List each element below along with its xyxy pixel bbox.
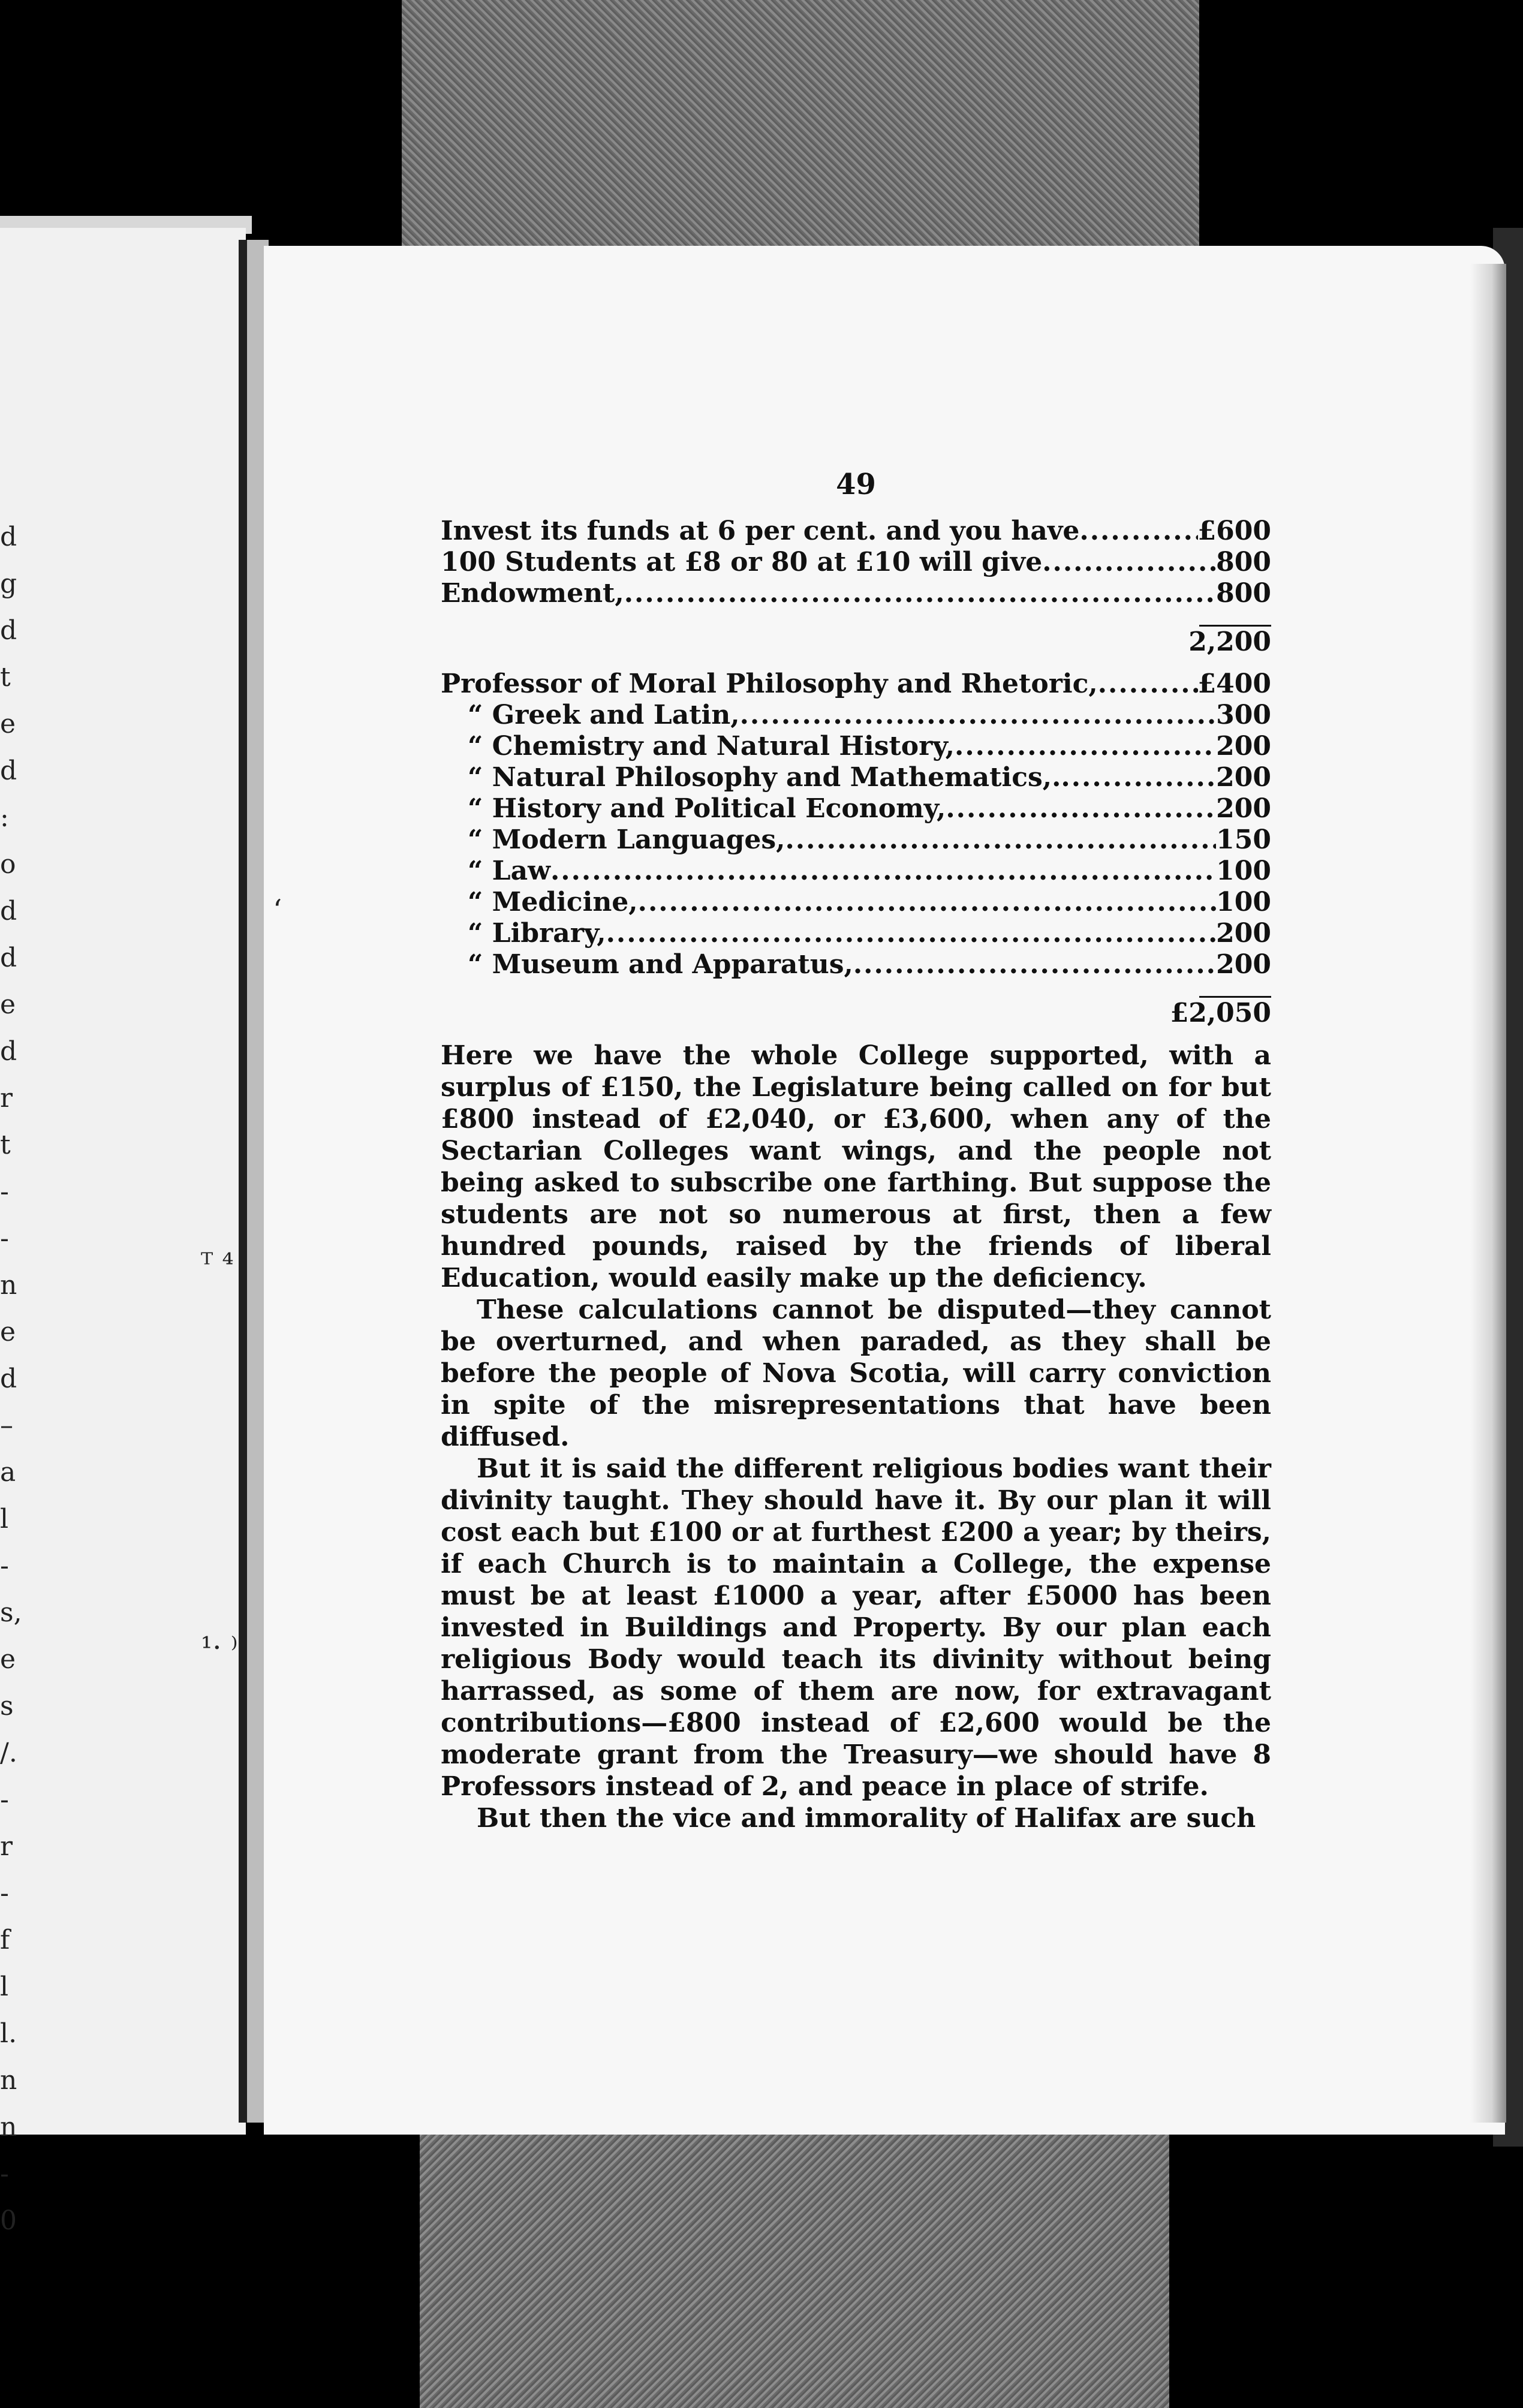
left-page-fragment: - <box>0 1878 9 1909</box>
expense-table <box>441 669 1271 980</box>
leader-dots <box>853 949 1216 980</box>
left-page-fragment: e <box>0 1317 16 1347</box>
paragraph: These calculations cannot be disputed—they cannot be overturned, and when paraded, as they shall be before the people of Nova Scotia, will carry conviction in spite of the misrepresentations that have been diffused. <box>441 1295 1271 1452</box>
left-page-fragment: n <box>0 1270 17 1301</box>
row-label: “ Museum and Apparatus, <box>468 949 853 980</box>
stitch-mark: ʻ <box>273 893 282 927</box>
page-text <box>441 468 1271 1834</box>
row-label: “ Natural Philosophy and Mathematics,. <box>468 762 1061 793</box>
left-page-fragment: a <box>0 1457 16 1488</box>
row-amount: 150 <box>1216 824 1271 855</box>
row-amount: 200 <box>1216 762 1271 793</box>
left-page-fragment: l <box>0 1504 9 1534</box>
table-row <box>441 547 1271 578</box>
left-page-fragment: d <box>0 522 17 552</box>
row-amount: £600 <box>1197 516 1271 546</box>
table-row <box>441 762 1271 793</box>
table-row <box>441 700 1271 731</box>
left-page-fragment: d <box>0 615 17 646</box>
leader-dots <box>946 793 1216 824</box>
row-label: “ Law <box>468 856 550 886</box>
left-page-fragment: : <box>0 802 9 833</box>
row-amount: 200 <box>1216 793 1271 824</box>
row-label: Invest its funds at 6 per cent. and you have <box>441 516 1080 546</box>
row-amount: 100 <box>1216 856 1271 886</box>
table-row <box>441 669 1271 700</box>
row-label: 100 Students at £8 or 80 at £10 will give <box>441 547 1043 577</box>
row-label: Endowment, <box>441 578 624 609</box>
row-label: “ History and Political Economy, <box>468 793 946 824</box>
row-label: “ Chemistry and Natural History, <box>468 731 955 761</box>
row-amount: 800 <box>1216 547 1271 577</box>
left-page-fragment: - <box>0 1176 9 1207</box>
left-page-fragment: d <box>0 1363 17 1394</box>
expense-total: £2,050 <box>1170 998 1271 1028</box>
table-row <box>441 516 1271 547</box>
table-row <box>441 793 1271 824</box>
left-page-fragment: d <box>0 896 17 926</box>
leader-dots <box>638 887 1217 918</box>
row-amount: 200 <box>1216 949 1271 980</box>
row-label: “ Medicine, <box>468 887 638 917</box>
left-page-fragment: d <box>0 755 17 786</box>
table-row <box>441 949 1271 980</box>
left-page-fragment: 0 <box>0 2205 17 2236</box>
leader-dots <box>740 700 1217 731</box>
income-table <box>441 516 1271 609</box>
left-page-fragment: - <box>0 1551 9 1581</box>
row-amount: 100 <box>1216 887 1271 917</box>
left-page-fragment: - <box>0 2159 9 2189</box>
left-page-fragment: n <box>0 2065 17 2096</box>
paragraph: But then the vice and immorality of Halifax are such <box>477 1803 1256 1834</box>
stitch-mark: ¹· ⁾ <box>201 1631 238 1664</box>
left-page-fragment: l. <box>0 2018 17 2049</box>
left-page-fragment: s <box>0 1691 14 1721</box>
paragraph: But it is said the different religious bodies want their divinity taught. They should have it. By our plan it will cost each but £100 or at furthest £200 a year; by theirs, if each Church is to maintain a College, the expense must be at least £1000 a year, after £5000 has been invested in Buildings and Property. By our plan each religious Body would teach its divinity without being harrassed, as some of them are now, for extravagant contributions—£800 instead of £2,600 would be the moderate grant from the Treasury—we should have 8 Professors instead of 2, and peace in place of strife. <box>441 1453 1271 1802</box>
left-page-fragment: d <box>0 943 17 973</box>
row-label: “ Modern Languages, <box>468 824 785 855</box>
table-row <box>441 731 1271 762</box>
leader-dots <box>606 918 1217 949</box>
row-amount: 200 <box>1216 918 1271 949</box>
leader-dots <box>1061 762 1216 793</box>
left-page-fragment: s, <box>0 1597 22 1628</box>
stitch-mark: ᵀ ⁴ <box>201 1247 234 1281</box>
left-page-fragment: o <box>0 849 16 880</box>
leader-dots <box>550 856 1216 887</box>
left-page-fragment: - <box>0 1784 9 1815</box>
left-page-fragment: – <box>0 1410 13 1441</box>
left-page-fragment: l <box>0 1971 9 2002</box>
leader-dots <box>1042 547 1216 578</box>
book-gutter <box>239 240 247 2123</box>
page-number: 49 <box>836 468 876 501</box>
table-row <box>441 918 1271 949</box>
row-amount: 200 <box>1216 731 1271 761</box>
left-page-fragment: e <box>0 709 16 739</box>
leader-dots <box>1098 669 1198 700</box>
left-page-fragment: g <box>0 568 17 599</box>
leader-dots <box>785 824 1216 856</box>
row-label: Professor of Moral Philosophy and Rhetoric, <box>441 669 1098 699</box>
scan-background-top <box>402 0 1199 282</box>
left-page-fragment: d <box>0 1036 17 1067</box>
left-page-fragment: t <box>0 1130 11 1160</box>
table-row <box>441 856 1271 887</box>
row-label: “ Greek and Latin, <box>468 700 740 730</box>
left-page-fragment: r <box>0 1083 13 1113</box>
row-amount: 800 <box>1216 578 1271 609</box>
left-page-fragment: f <box>0 1925 10 1955</box>
leader-dots <box>624 578 1216 609</box>
table-row <box>441 824 1271 856</box>
leader-dots <box>1079 516 1197 547</box>
left-page-fragment: r <box>0 1831 13 1862</box>
paragraph: Here we have the whole College supported, with a surplus of £150, the Legislature being called on for but £800 instead of £2,040, or £3,600, when any of the Sectarian Colleges want wings, and the people not being asked to subscribe one farthing. But suppose the students are not so numerous at first, then a few hundred pounds, raised by the friends of liberal Education, would easily make up the deficiency. <box>441 1040 1271 1293</box>
left-page-fragment: e <box>0 1644 16 1675</box>
table-row <box>441 887 1271 918</box>
left-page-fragment: - <box>0 1223 9 1254</box>
left-page-fragment: n <box>0 2112 17 2142</box>
row-amount: 300 <box>1216 700 1271 730</box>
left-page-fragment: e <box>0 989 16 1020</box>
left-page <box>0 228 246 2135</box>
row-amount: £400 <box>1197 669 1271 699</box>
leader-dots <box>955 731 1216 762</box>
left-page-fragments <box>0 522 22 2252</box>
left-page-fragment: /. <box>0 1738 17 1768</box>
row-label: “ Library, <box>468 918 606 949</box>
left-page-fragment: t <box>0 662 11 693</box>
income-total: 2,200 <box>1188 627 1271 657</box>
table-row <box>441 578 1271 609</box>
page-edge-shadow <box>1470 264 1506 2123</box>
